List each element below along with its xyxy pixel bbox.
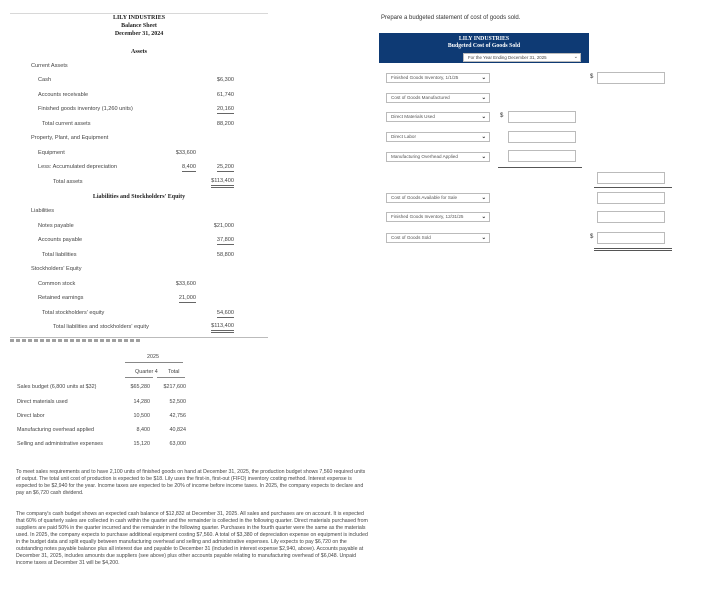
dm-used-input[interactable] [508,111,576,123]
select-fg-end-value: Finished Goods Inventory, 12/31/25 [391,214,464,219]
dollar-sign: $ [590,74,594,80]
chevron-down-icon: ⌄ [481,114,486,120]
col-total: Total [168,369,180,375]
chevron-down-icon: ⌄ [481,195,486,201]
select-fg-begin[interactable] [386,73,490,83]
bt-row4-label: Selling and administrative expenses [17,441,104,447]
se-heading: Stockholders' Equity [31,266,82,272]
select-fg-begin-value: Finished Goods Inventory, 1/1/25 [391,75,459,80]
total-assets-label: Total assets [53,179,83,185]
select-cogas[interactable] [386,193,490,203]
total-liab-value: 58,800 [216,252,234,258]
cogs-input[interactable] [597,232,665,244]
select-cogm[interactable] [386,93,490,103]
equipment-value: $33,600 [175,150,196,156]
chevron-down-icon: ⌄ [481,75,486,81]
select-dm-used[interactable] [386,112,490,122]
chevron-down-icon: ⌄ [481,134,486,140]
ar-value: 61,740 [216,92,234,98]
cash-label: Cash [38,77,52,83]
period-select[interactable] [463,53,581,62]
notes-value: $21,000 [213,223,234,229]
subtotal-rule [498,167,582,168]
budget-year: 2025 [147,354,159,360]
accum-dep-value: 8,400 [182,164,196,170]
chevron-down-icon: ⌄ [481,214,486,220]
ppe-heading: Property, Plant, and Equipment [31,135,109,141]
bs-company: LILY INDUSTRIES [112,15,166,21]
equipment-label: Equipment [38,150,65,156]
fg-label: Finished goods inventory (1,260 units) [38,106,133,112]
select-cogs-value: Cost of Goods Sold [391,235,431,240]
total-se-label: Total stockholders' equity [42,310,105,316]
select-dl[interactable] [386,132,490,142]
total-assets-value: $113,400 [211,178,234,188]
liabilities-heading: Liabilities [31,208,55,214]
cash-value: $6,300 [216,77,234,83]
paragraph-1: To meet sales requirements and to have 2,100 units of finished goods on hand at December 31, 2025, the production budget shows 7,560 required units of output. The total unit cost of production is expected to be $18. Lily uses the first-in, first-out (FIFO) inventory costing method. Interest expense is expected to be $2,940 for the year. Income taxes are expected to be 20% of income before income taxes. In 2025, the company expects to declare and pay an $6,720 cash dividend. [16,469,366,496]
instruction-text: Prepare a budgeted statement of cost of goods sold. [381,15,521,21]
re-value: 21,000 [178,295,196,301]
bt-row1-label: Direct materials used [17,399,68,405]
clipped-divider [10,337,268,338]
current-assets-heading: Current Assets [31,63,68,69]
dl-input[interactable] [508,131,576,143]
bt-row2-label: Direct labor [17,413,45,419]
accum-dep-label: Less: Accumulated depreciation [38,164,117,170]
bt-row3-q4: 8,400 [136,427,150,433]
cogas-input[interactable] [597,192,665,204]
dollar-sign: $ [500,113,504,119]
bs-date: December 31, 2024 [114,31,164,37]
select-moh-value: Manufacturing Overhead Applied [391,154,458,159]
bt-row4-q4: 15,120 [133,441,150,447]
cs-value: $33,600 [175,281,196,287]
ar-label: Accounts receivable [38,92,89,98]
chevron-down-icon: ⌄ [481,154,486,160]
le-heading: Liabilities and Stockholders' Equity [92,194,186,200]
year-rule [125,362,183,363]
bt-row4-total: 63,000 [169,441,186,447]
total-le-value: $113,400 [211,323,234,333]
period-value: For the Year Ending December 31, 2025 [468,55,547,60]
clipped-text-fragment [10,339,140,342]
ap-value: 37,800 [216,237,234,243]
total-se-value: 54,600 [216,310,234,316]
chevron-down-icon: ⌄ [481,95,486,101]
select-dm-used-value: Direct Materials Used [391,114,435,119]
net-ppe-value: 25,200 [216,164,234,170]
balance-sheet-header [10,14,268,38]
col-q4: Quarter 4 [135,369,158,375]
bt-row3-total: 40,824 [169,427,186,433]
form-company: LILY INDUSTRIES [458,36,510,42]
moh-input[interactable] [508,150,576,162]
q4-rule [125,377,153,378]
paragraph-2: The company's cash budget shows an expected cash balance of $12,832 at December 31, 2025. All sales and purchases are on account. It is expected that 60% of quarterly sales are collected in cash within the quarter and the remainder is collected in the following quarter. Direct materials purchased from suppliers are paid 50% in the quarter incurred and the remainder in the following quarter. Purchases in the fourth quarter were the same as the materials used. In 2025, the company expects to purchase additional equipment costing $7,560. A total of $3,380 of depreciation expense on equipment is included in the budget data and split equally between manufacturing overhead and selling and administrative expenses. Lily expects to pay $6,720 on the outstanding notes payable balance plus all interest due and payable to December 31 (included in interest expense $2,940, above). Accounts payable at December 31, 2025, includes amounts due suppliers (see above) plus other accounts payable relating to manufacturing overhead of $6,048. Unpaid income taxes at December 31 will be $4,200. [16,511,368,566]
bs-statement: Balance Sheet [121,23,157,29]
select-moh[interactable] [386,152,490,162]
total-current-label: Total current assets [42,121,91,127]
chevron-down-icon: ⌄ [573,54,578,60]
total-rule [157,377,185,378]
total-le-label: Total liabilities and stockholders' equity [53,324,149,330]
bt-row0-q4: $65,280 [130,384,150,390]
available-rule [594,187,672,188]
select-dl-value: Direct Labor [391,134,417,139]
fg-begin-input[interactable] [597,72,665,84]
cs-label: Common stock [38,281,76,287]
re-label: Retained earnings [38,295,84,301]
notes-label: Notes payable [38,223,74,229]
bt-row0-label: Sales budget (6,800 units at $32) [17,384,97,390]
select-cogas-value: Cost of Goods Available for Sale [391,195,458,200]
total-liab-label: Total liabilities [42,252,77,258]
cogs-double-rule [594,248,672,251]
bt-row0-total: $217,600 [163,384,186,390]
select-cogm-value: Cost of Goods Manufactured [391,95,450,100]
form-title: Budgeted Cost of Goods Sold [447,43,521,49]
assets-heading: Assets [131,49,147,55]
fg-end-input[interactable] [597,211,665,223]
select-fg-end[interactable] [386,212,490,222]
bt-row1-total: 52,500 [169,399,186,405]
cogm-input[interactable] [597,172,665,184]
bt-row3-label: Manufacturing overhead applied [17,427,95,433]
fg-value: 20,160 [216,106,234,112]
chevron-down-icon: ⌄ [481,235,486,241]
ap-label: Accounts payable [38,237,83,243]
select-cogs[interactable] [386,233,490,243]
total-current-value: 88,200 [216,121,234,127]
bt-row2-q4: 10,500 [133,413,150,419]
dollar-sign: $ [590,234,594,240]
bt-row1-q4: 14,280 [133,399,150,405]
bt-row2-total: 42,756 [169,413,186,419]
